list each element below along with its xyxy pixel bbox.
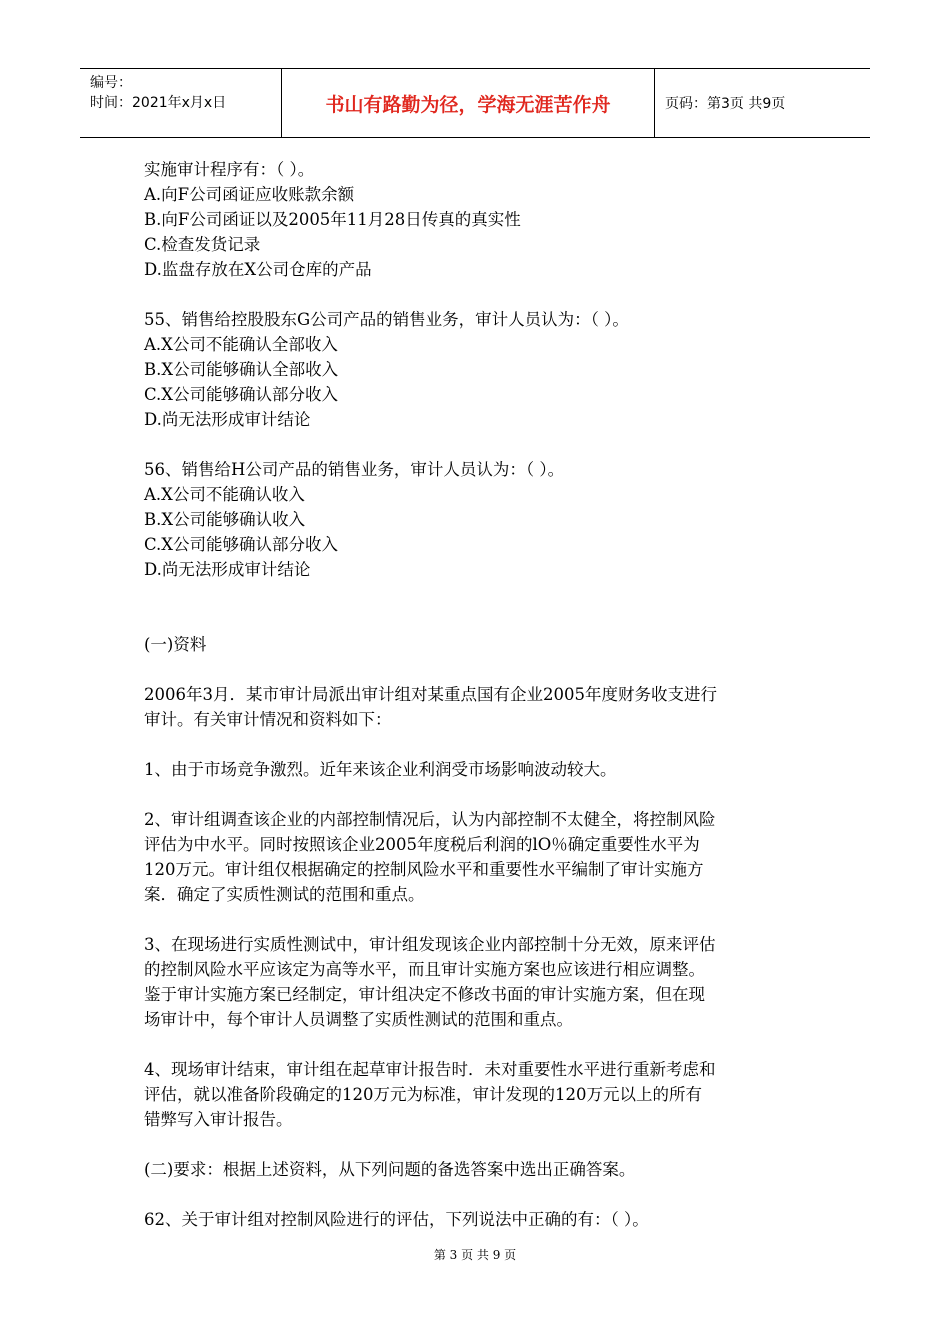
page-header (80, 68, 870, 138)
text-line: 56、销售给H公司产品的销售业务，审计人员认为：（ ）。 (144, 460, 565, 479)
text-line: (一)资料 (144, 635, 207, 654)
text-line: B.向F公司函证以及2005年11月28日传真的真实性 (144, 210, 521, 229)
document-number-label: 编号： (90, 75, 132, 91)
text-line: C.X公司能够确认部分收入 (144, 385, 339, 404)
text-line: 错弊写入审计报告。 (144, 1110, 293, 1129)
document-date-label: 时间：2021年x月x日 (90, 95, 227, 111)
text-line: A.向F公司函证应收账款余额 (144, 185, 355, 204)
text-line: 4、现场审计结束，审计组在起草审计报告时．未对重要性水平进行重新考虑和 (144, 1060, 716, 1079)
text-line: C.检查发货记录 (144, 235, 261, 254)
text-line: D.尚无法形成审计结论 (144, 560, 311, 579)
text-line: (二)要求：根据上述资料，从下列问题的备选答案中选出正确答案。 (144, 1160, 636, 1179)
blank-line (144, 432, 814, 457)
header-motto: 书山有路勤为径，学海无涯苦作舟 (282, 69, 655, 137)
blank-line (144, 1032, 814, 1057)
blank-line (144, 582, 814, 607)
text-line: 1、由于市场竞争激烈。近年来该企业利润受市场影响波动较大。 (144, 760, 617, 779)
text-line: 3、在现场进行实质性测试中，审计组发现该企业内部控制十分无效，原来评估 (144, 935, 716, 954)
text-line: C.X公司能够确认部分收入 (144, 535, 339, 554)
text-line: B.X公司能够确认全部收入 (144, 360, 339, 379)
text-line: 案．确定了实质性测试的范围和重点。 (144, 885, 425, 904)
text-line: 2006年3月．某市审计局派出审计组对某重点国有企业2005年度财务收支进行 (144, 685, 717, 704)
header-meta (80, 69, 282, 137)
blank-line (144, 782, 814, 807)
text-line: D.监盘存放在X公司仓库的产品 (144, 260, 372, 279)
text-line: 55、销售给控股股东G公司产品的销售业务，审计人员认为：（ ）。 (144, 310, 629, 329)
blank-line (144, 1132, 814, 1157)
text-line: A.X公司不能确认全部收入 (144, 335, 338, 354)
blank-line (144, 607, 814, 632)
text-line: 场审计中，每个审计人员调整了实质性测试的范围和重点。 (144, 1010, 573, 1029)
blank-line (144, 907, 814, 932)
text-line: 评估为中水平。同时按照该企业2005年度税后利润的lO％确定重要性水平为 (144, 835, 700, 854)
text-line: B.X公司能够确认收入 (144, 510, 306, 529)
text-line: 评估，就以准备阶段确定的120万元为标准，审计发现的120万元以上的所有 (144, 1085, 702, 1104)
text-line: A.X公司不能确认收入 (144, 485, 305, 504)
blank-line (144, 657, 814, 682)
blank-line (144, 282, 814, 307)
text-line: 实施审计程序有：（ ）。 (144, 160, 315, 179)
text-line: 审计。有关审计情况和资料如下： (144, 710, 392, 729)
text-line: D.尚无法形成审计结论 (144, 410, 311, 429)
page-footer: 第 3 页 共 9 页 (433, 1248, 517, 1262)
text-line: 的控制风险水平应该定为高等水平，而且审计实施方案也应该进行相应调整。 (144, 960, 705, 979)
blank-line (144, 1182, 814, 1207)
blank-line (144, 732, 814, 757)
text-line: 62、关于审计组对控制风险进行的评估，下列说法中正确的有：（ ）。 (144, 1210, 649, 1229)
document-body (144, 157, 814, 1232)
text-line: 2、审计组调查该企业的内部控制情况后，认为内部控制不太健全，将控制风险 (144, 810, 716, 829)
text-line: 鉴于审计实施方案已经制定，审计组决定不修改书面的审计实施方案，但在现 (144, 985, 705, 1004)
text-line: 120万元。审计组仅根据确定的控制风险水平和重要性水平编制了审计实施方 (144, 860, 704, 879)
header-page-number: 页码：第3页 共9页 (665, 96, 786, 112)
